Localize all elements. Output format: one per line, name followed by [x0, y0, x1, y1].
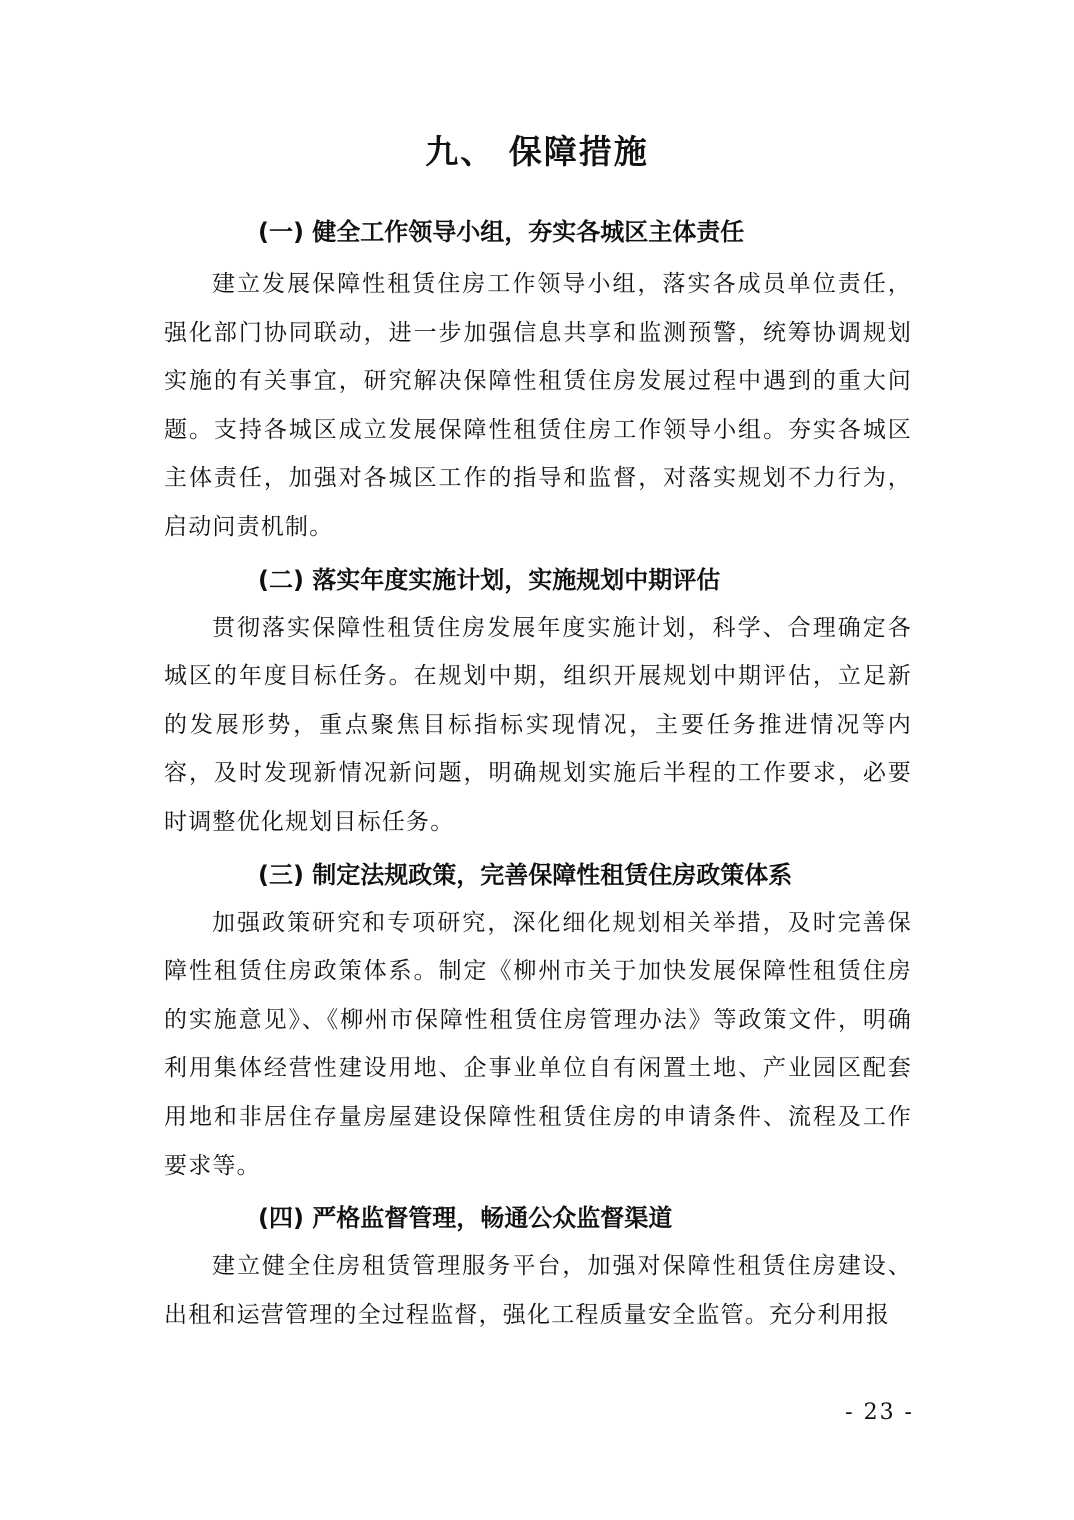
section-heading-4: (四) 严格监督管理，畅通公众监督渠道	[258, 1204, 673, 1233]
section-paragraph-1: 建立发展保障性租赁住房工作领导小组，落实各成员单位责任，强化部门协同联动，进一步加强信息共享和监测预警，统筹协调规划实施的有关事宜，研究解决保障性租赁住房发展过程中遇到的重大问题。支持各城区成立发展保障性租赁住房工作领导小组。夯实各城区主体责任，加强对各城区工作的指导和监督，对落实规划不力行为，启动问责机制。	[164, 271, 912, 540]
section-paragraph-3: 加强政策研究和专项研究，深化细化规划相关举措，及时完善保障性租赁住房政策体系。制定《柳州市关于加快发展保障性租赁住房的实施意见》、《柳州市保障性租赁住房管理办法》等政策文件，明确利用集体经营性建设用地、企事业单位自有闲置土地、产业园区配套用地和非居住存量房屋建设保障性租赁住房的申请条件、流程及工作要求等。	[164, 909, 912, 1179]
page-title: 九、 保障措施	[425, 132, 649, 171]
section-heading-1: (一) 健全工作领导小组，夯实各城区主体责任	[258, 218, 745, 246]
section-paragraph-4: 建立健全住房租赁管理服务平台，加强对保障性租赁住房建设、出租和运营管理的全过程监督，强化工程质量安全监管。充分利用报	[164, 1253, 912, 1328]
page-number: - 23 -	[845, 1400, 914, 1425]
document-body	[164, 208, 912, 1343]
section-heading-3: (三) 制定法规政策，完善保障性租赁住房政策体系	[258, 860, 793, 889]
section-heading-2: (二) 落实年度实施计划，实施规划中期评估	[258, 565, 721, 594]
section-paragraph-2: 贯彻落实保障性租赁住房发展年度实施计划，科学、合理确定各城区的年度目标任务。在规划中期，组织开展规划中期评估，立足新的发展形势，重点聚焦目标指标实现情况，主要任务推进情况等内容，及时发现新情况新问题，明确规划实施后半程的工作要求，必要时调整优化规划目标任务。	[164, 614, 912, 835]
